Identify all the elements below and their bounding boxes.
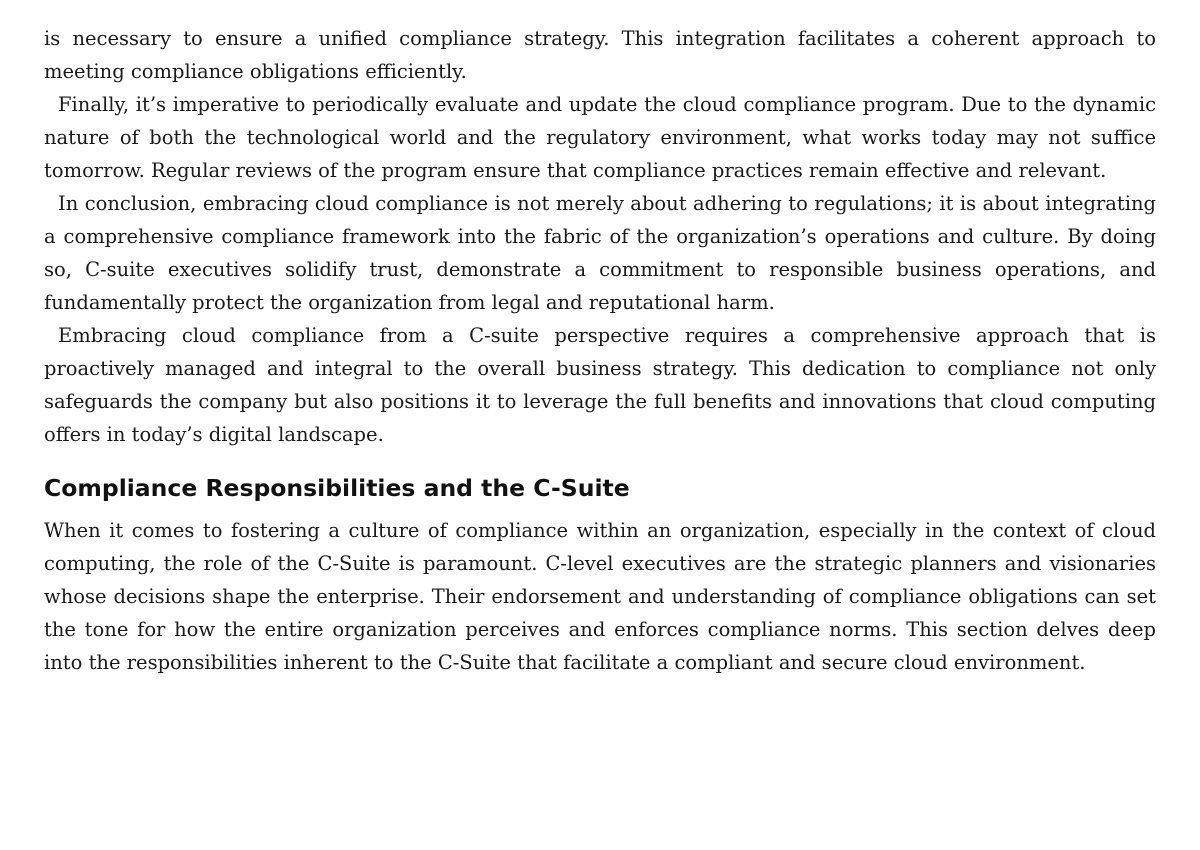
section-heading: Compliance Responsibilities and the C-Suite — [44, 474, 630, 502]
section-paragraph: When it comes to fostering a culture of compliance within an organization, especially in the context of cloud computing, the role of the C-Suite is paramount. C-level executives are the strategic planners and visionaries whose decisions shape the enterprise. Their endorsement and understanding of compliance obligations can set the tone for how the entire organization perceives and enforces compliance norms. This section delves deep into the responsibilities inherent to the C-Suite that facilitate a compliant and secure cloud environment. — [44, 519, 1156, 674]
paragraph-c-suite-perspective: Embracing cloud compliance from a C-suite perspective requires a comprehensive approach that is proactively managed and integral to the overall business strategy. This dedication to compliance not only safeguards the company but also positions it to leverage the full benefits and innovations that cloud computing offers in today’s digital landscape. — [44, 324, 1156, 446]
paragraph-continuation: is necessary to ensure a unified compliance strategy. This integration facilitates a coherent approach to meeting compliance obligations efficiently. — [44, 27, 1156, 83]
paragraph-conclusion: In conclusion, embracing cloud compliance is not merely about adhering to regulations; it is about integrating a comprehensive compliance framework into the fabric of the organization’s operations and culture. By doing so, C-suite executives solidify trust, demonstrate a commitment to responsible business operations, and fundamentally protect the organization from legal and reputational harm. — [44, 192, 1156, 314]
document-page — [44, 22, 1156, 679]
paragraph-periodic-evaluation: Finally, it’s imperative to periodically evaluate and update the cloud compliance program. Due to the dynamic nature of both the technological world and the regulatory environment, what works today may not suffice tomorrow. Regular reviews of the program ensure that compliance practices remain effective and relevant. — [44, 93, 1156, 182]
